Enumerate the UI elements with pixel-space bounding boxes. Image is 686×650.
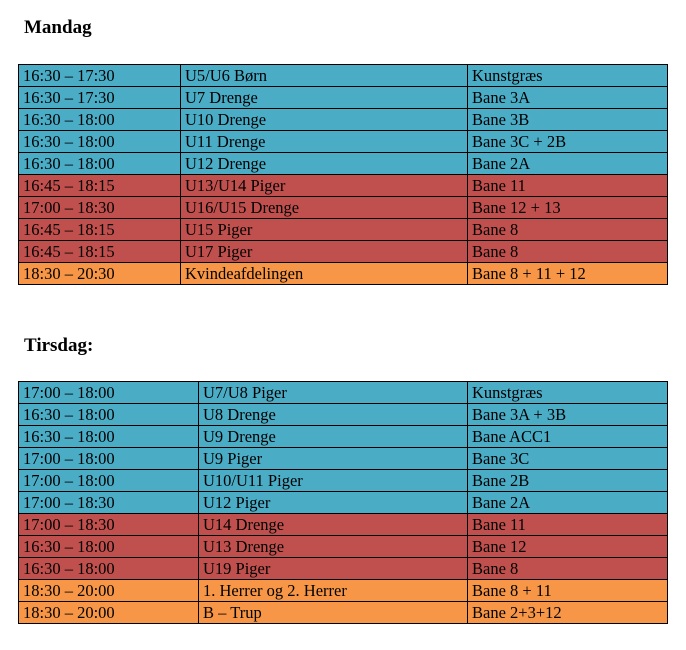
day-heading-mandag: Mandag xyxy=(24,17,92,38)
time-cell: 17:00 – 18:00 xyxy=(19,382,199,404)
schedule-table-mandag xyxy=(18,64,668,285)
table-row xyxy=(19,197,668,219)
team-cell: B – Trup xyxy=(199,602,468,624)
field-cell: Bane 8 xyxy=(468,241,668,263)
time-cell: 16:30 – 18:00 xyxy=(19,558,199,580)
team-cell: U7/U8 Piger xyxy=(199,382,468,404)
time-cell: 17:00 – 18:00 xyxy=(19,448,199,470)
table-row xyxy=(19,580,668,602)
team-cell: U19 Piger xyxy=(199,558,468,580)
field-cell: Bane 12 xyxy=(468,536,668,558)
table-row xyxy=(19,175,668,197)
table-row xyxy=(19,470,668,492)
field-cell: Kunstgræs xyxy=(468,65,668,87)
table-row xyxy=(19,219,668,241)
table-row xyxy=(19,448,668,470)
table-row xyxy=(19,153,668,175)
table-row xyxy=(19,241,668,263)
time-cell: 18:30 – 20:00 xyxy=(19,602,199,624)
team-cell: U10 Drenge xyxy=(181,109,468,131)
time-cell: 16:30 – 18:00 xyxy=(19,404,199,426)
team-cell: U17 Piger xyxy=(181,241,468,263)
time-cell: 16:30 – 18:00 xyxy=(19,426,199,448)
time-cell: 16:45 – 18:15 xyxy=(19,175,181,197)
table-row xyxy=(19,536,668,558)
field-cell: Kunstgræs xyxy=(468,382,668,404)
schedule-table-tirsdag xyxy=(18,381,668,624)
time-cell: 16:30 – 18:00 xyxy=(19,109,181,131)
table-row xyxy=(19,602,668,624)
field-cell: Bane 2A xyxy=(468,492,668,514)
day-heading-tirsdag: Tirsdag: xyxy=(24,335,94,356)
table-row xyxy=(19,263,668,285)
field-cell: Bane 12 + 13 xyxy=(468,197,668,219)
team-cell: U13/U14 Piger xyxy=(181,175,468,197)
field-cell: Bane 11 xyxy=(468,175,668,197)
table-row xyxy=(19,426,668,448)
team-cell: U5/U6 Børn xyxy=(181,65,468,87)
team-cell: U9 Piger xyxy=(199,448,468,470)
team-cell: U15 Piger xyxy=(181,219,468,241)
table-row xyxy=(19,382,668,404)
field-cell: Bane 8 + 11 xyxy=(468,580,668,602)
time-cell: 16:30 – 18:00 xyxy=(19,153,181,175)
table-row xyxy=(19,404,668,426)
field-cell: Bane 3C + 2B xyxy=(468,131,668,153)
team-cell: U8 Drenge xyxy=(199,404,468,426)
table-row xyxy=(19,109,668,131)
team-cell: U9 Drenge xyxy=(199,426,468,448)
time-cell: 16:30 – 18:00 xyxy=(19,131,181,153)
table-row xyxy=(19,492,668,514)
time-cell: 16:30 – 17:30 xyxy=(19,65,181,87)
team-cell: U7 Drenge xyxy=(181,87,468,109)
time-cell: 16:45 – 18:15 xyxy=(19,241,181,263)
team-cell: U13 Drenge xyxy=(199,536,468,558)
time-cell: 17:00 – 18:30 xyxy=(19,492,199,514)
table-row xyxy=(19,65,668,87)
time-cell: 18:30 – 20:00 xyxy=(19,580,199,602)
field-cell: Bane 3A xyxy=(468,87,668,109)
time-cell: 16:45 – 18:15 xyxy=(19,219,181,241)
table-row xyxy=(19,514,668,536)
table-row xyxy=(19,558,668,580)
team-cell: U12 Drenge xyxy=(181,153,468,175)
time-cell: 16:30 – 18:00 xyxy=(19,536,199,558)
team-cell: U12 Piger xyxy=(199,492,468,514)
team-cell: Kvindeafdelingen xyxy=(181,263,468,285)
field-cell: Bane 2B xyxy=(468,470,668,492)
team-cell: U16/U15 Drenge xyxy=(181,197,468,219)
table-row xyxy=(19,131,668,153)
team-cell: U11 Drenge xyxy=(181,131,468,153)
field-cell: Bane 8 xyxy=(468,558,668,580)
time-cell: 17:00 – 18:00 xyxy=(19,470,199,492)
time-cell: 18:30 – 20:30 xyxy=(19,263,181,285)
table-row xyxy=(19,87,668,109)
team-cell: U14 Drenge xyxy=(199,514,468,536)
field-cell: Bane 3B xyxy=(468,109,668,131)
team-cell: 1. Herrer og 2. Herrer xyxy=(199,580,468,602)
field-cell: Bane 11 xyxy=(468,514,668,536)
field-cell: Bane 8 xyxy=(468,219,668,241)
team-cell: U10/U11 Piger xyxy=(199,470,468,492)
field-cell: Bane 2+3+12 xyxy=(468,602,668,624)
field-cell: Bane ACC1 xyxy=(468,426,668,448)
time-cell: 16:30 – 17:30 xyxy=(19,87,181,109)
field-cell: Bane 3A + 3B xyxy=(468,404,668,426)
field-cell: Bane 2A xyxy=(468,153,668,175)
time-cell: 17:00 – 18:30 xyxy=(19,514,199,536)
field-cell: Bane 8 + 11 + 12 xyxy=(468,263,668,285)
field-cell: Bane 3C xyxy=(468,448,668,470)
time-cell: 17:00 – 18:30 xyxy=(19,197,181,219)
